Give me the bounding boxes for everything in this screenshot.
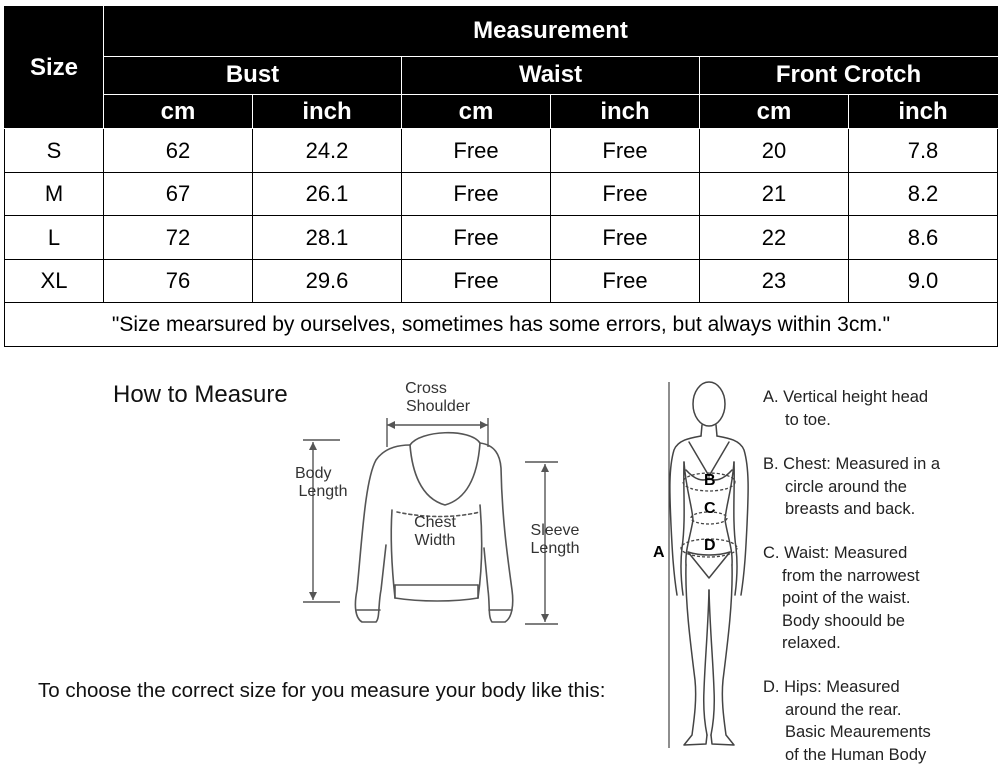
key-line: from the narrowest <box>782 566 920 585</box>
table-row <box>5 129 998 173</box>
how-to-measure-title: How to Measure <box>113 381 288 408</box>
measurement-cell: 76 <box>104 259 253 303</box>
measurement-cell: 7.8 <box>849 129 998 173</box>
size-chart-table <box>4 6 998 347</box>
measurement-cell: Free <box>551 129 700 173</box>
measurement-note: "Size mearsured by ourselves, sometimes has some errors, but always within 3cm." <box>5 303 998 347</box>
key-line: circle around the <box>785 477 907 496</box>
key-b <box>763 453 940 521</box>
size-cell: M <box>5 172 104 216</box>
body-length-label <box>292 465 354 501</box>
measurement-cell: Free <box>402 216 551 260</box>
chest-width-label-line: Width <box>414 532 456 549</box>
measurement-cell: 22 <box>700 216 849 260</box>
measurement-cell: 29.6 <box>253 259 402 303</box>
key-line: Body shoould be <box>782 611 905 630</box>
key-line: of the Human Body <box>785 745 927 764</box>
label-c: C <box>704 500 716 517</box>
measurement-cell: Free <box>551 259 700 303</box>
measurement-cell: Free <box>551 172 700 216</box>
unit-header: inch <box>253 95 402 129</box>
measure-instruction: To choose the correct size for you measure your body like this: <box>38 679 606 702</box>
unit-header: cm <box>104 95 253 129</box>
sleeve-length-label-line: Length <box>530 540 580 557</box>
unit-header: inch <box>849 95 998 129</box>
bust-header: Bust <box>104 56 402 94</box>
body-length-label-line: Length <box>298 483 348 500</box>
key-line: Basic Meaurements <box>785 723 931 741</box>
measurement-cell: Free <box>402 172 551 216</box>
measurement-cell: 20 <box>700 129 849 173</box>
key-line: B. Chest: Measured in a <box>763 455 941 473</box>
key-line: to toe. <box>785 410 831 429</box>
key-line: relaxed. <box>782 634 841 652</box>
measurement-cell: 23 <box>700 259 849 303</box>
measurement-cell: 21 <box>700 172 849 216</box>
front-crotch-header: Front Crotch <box>700 56 998 94</box>
cross-shoulder-label-line: Cross <box>405 380 447 397</box>
table-row <box>5 172 998 216</box>
key-d <box>763 676 931 766</box>
label-d: D <box>704 537 716 554</box>
cross-shoulder-label-line: Shoulder <box>406 398 471 415</box>
label-b: B <box>704 472 716 489</box>
size-header: Size <box>5 7 104 129</box>
measurement-header: Measurement <box>104 7 998 57</box>
unit-header: cm <box>402 95 551 129</box>
measurement-cell: Free <box>551 216 700 260</box>
size-rows <box>5 129 998 303</box>
size-cell: L <box>5 216 104 260</box>
measurement-cell: 24.2 <box>253 129 402 173</box>
waist-header: Waist <box>402 56 700 94</box>
cross-shoulder-label <box>398 380 471 416</box>
measurement-cell: 72 <box>104 216 253 260</box>
size-cell: XL <box>5 259 104 303</box>
measurement-cell: 62 <box>104 129 253 173</box>
key-c <box>763 542 920 655</box>
key-line: around the rear. <box>785 700 902 719</box>
key-line: point of the waist. <box>782 589 911 607</box>
table-row <box>5 259 998 303</box>
sleeve-length-label <box>523 522 587 558</box>
size-cell: S <box>5 129 104 173</box>
chest-width-label <box>405 514 465 550</box>
key-line: C. Waist: Measured <box>763 544 908 562</box>
key-line: breasts and back. <box>785 500 916 518</box>
measurement-cell: 26.1 <box>253 172 402 216</box>
unit-header: inch <box>551 95 700 129</box>
table-row <box>5 216 998 260</box>
label-a: A <box>653 544 665 561</box>
measurement-cell: 28.1 <box>253 216 402 260</box>
key-line: D. Hips: Measured <box>763 678 900 696</box>
sleeve-length-label-line: Sleeve <box>530 522 580 539</box>
body-length-label-line: Body <box>295 465 332 482</box>
unit-header: cm <box>700 95 849 129</box>
key-line: A. Vertical height head <box>763 388 929 406</box>
measurement-cell: 9.0 <box>849 259 998 303</box>
measurement-cell: Free <box>402 259 551 303</box>
measurement-cell: 8.6 <box>849 216 998 260</box>
measurement-cell: 67 <box>104 172 253 216</box>
key-a <box>763 386 928 431</box>
measurement-cell: 8.2 <box>849 172 998 216</box>
measurement-cell: Free <box>402 129 551 173</box>
chest-width-label-line: Chest <box>414 514 456 531</box>
